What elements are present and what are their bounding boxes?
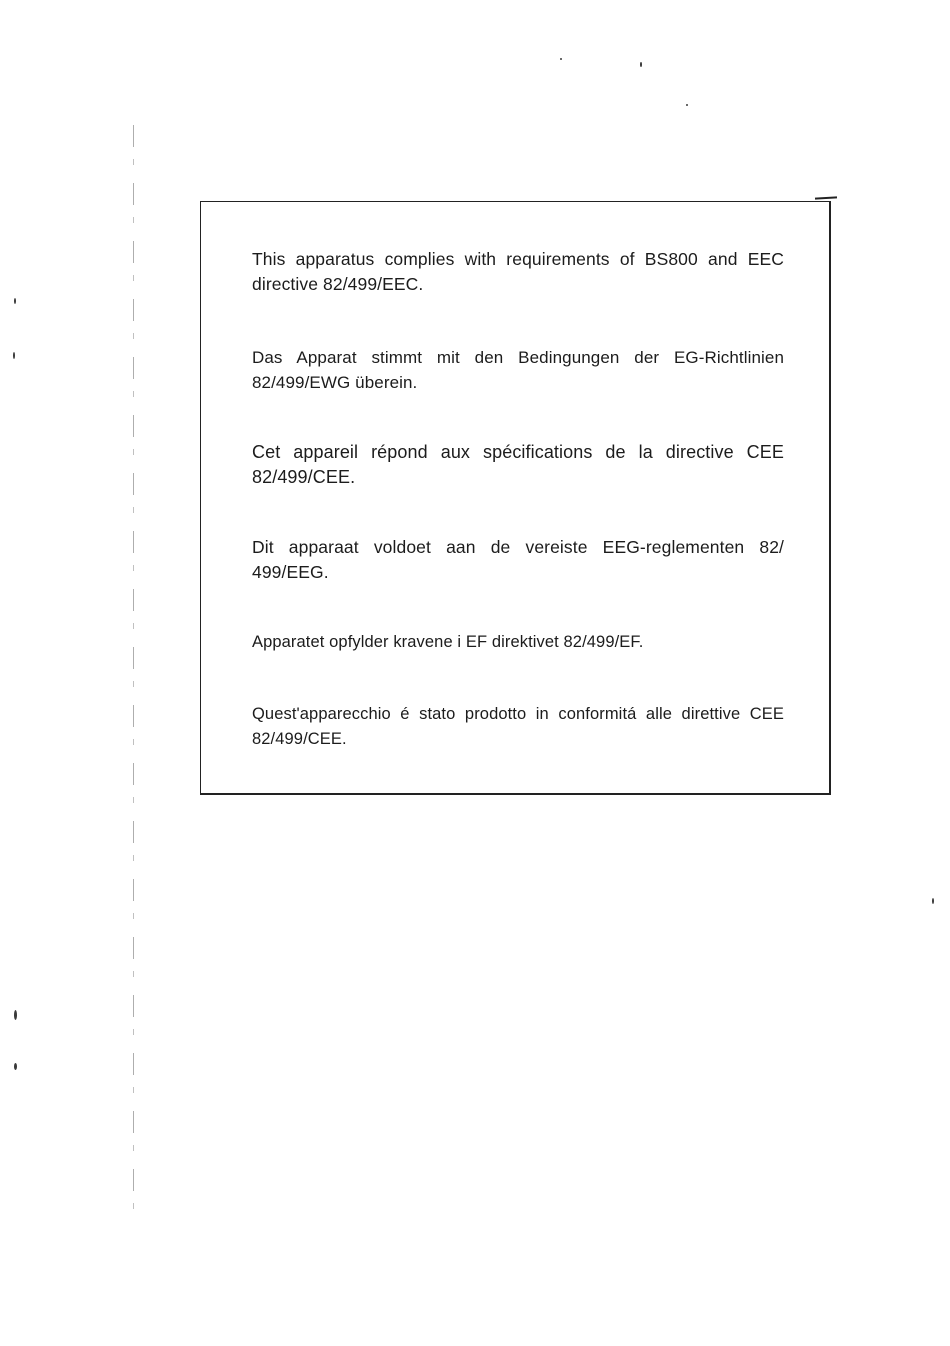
scan-speck	[13, 352, 15, 359]
scan-speck	[14, 1010, 17, 1020]
statement-german: Das Apparat stimmt mit den Bedingungen der EG-Richtlinien 82/499/EWG überein.	[252, 348, 784, 392]
statement-italian: Quest'apparecchio é stato prodotto in conformitá alle direttive CEE 82/499/CEE.	[252, 705, 784, 748]
box-border-overrun	[815, 196, 837, 199]
scan-speck	[14, 1063, 17, 1070]
scan-speck	[14, 298, 16, 304]
statement-dutch: Dit apparaat voldoet aan de vereiste EEG-reglementen 82/ 499/EEG.	[252, 537, 784, 582]
scan-line-artifact	[133, 125, 134, 1225]
statement-french: Cet appareil répond aux spécifications de la directive CEE 82/499/CEE.	[252, 442, 784, 487]
scan-speck	[932, 898, 934, 904]
statement-english: This apparatus complies with requirements of BS800 and EEC directive 82/499/EEC.	[252, 249, 784, 294]
statement-danish: Apparatet opfylder kravene i EF direktivet 82/499/EF.	[252, 633, 644, 651]
scan-speck	[640, 62, 642, 67]
scan-speck	[686, 104, 688, 106]
scan-speck	[560, 58, 562, 60]
